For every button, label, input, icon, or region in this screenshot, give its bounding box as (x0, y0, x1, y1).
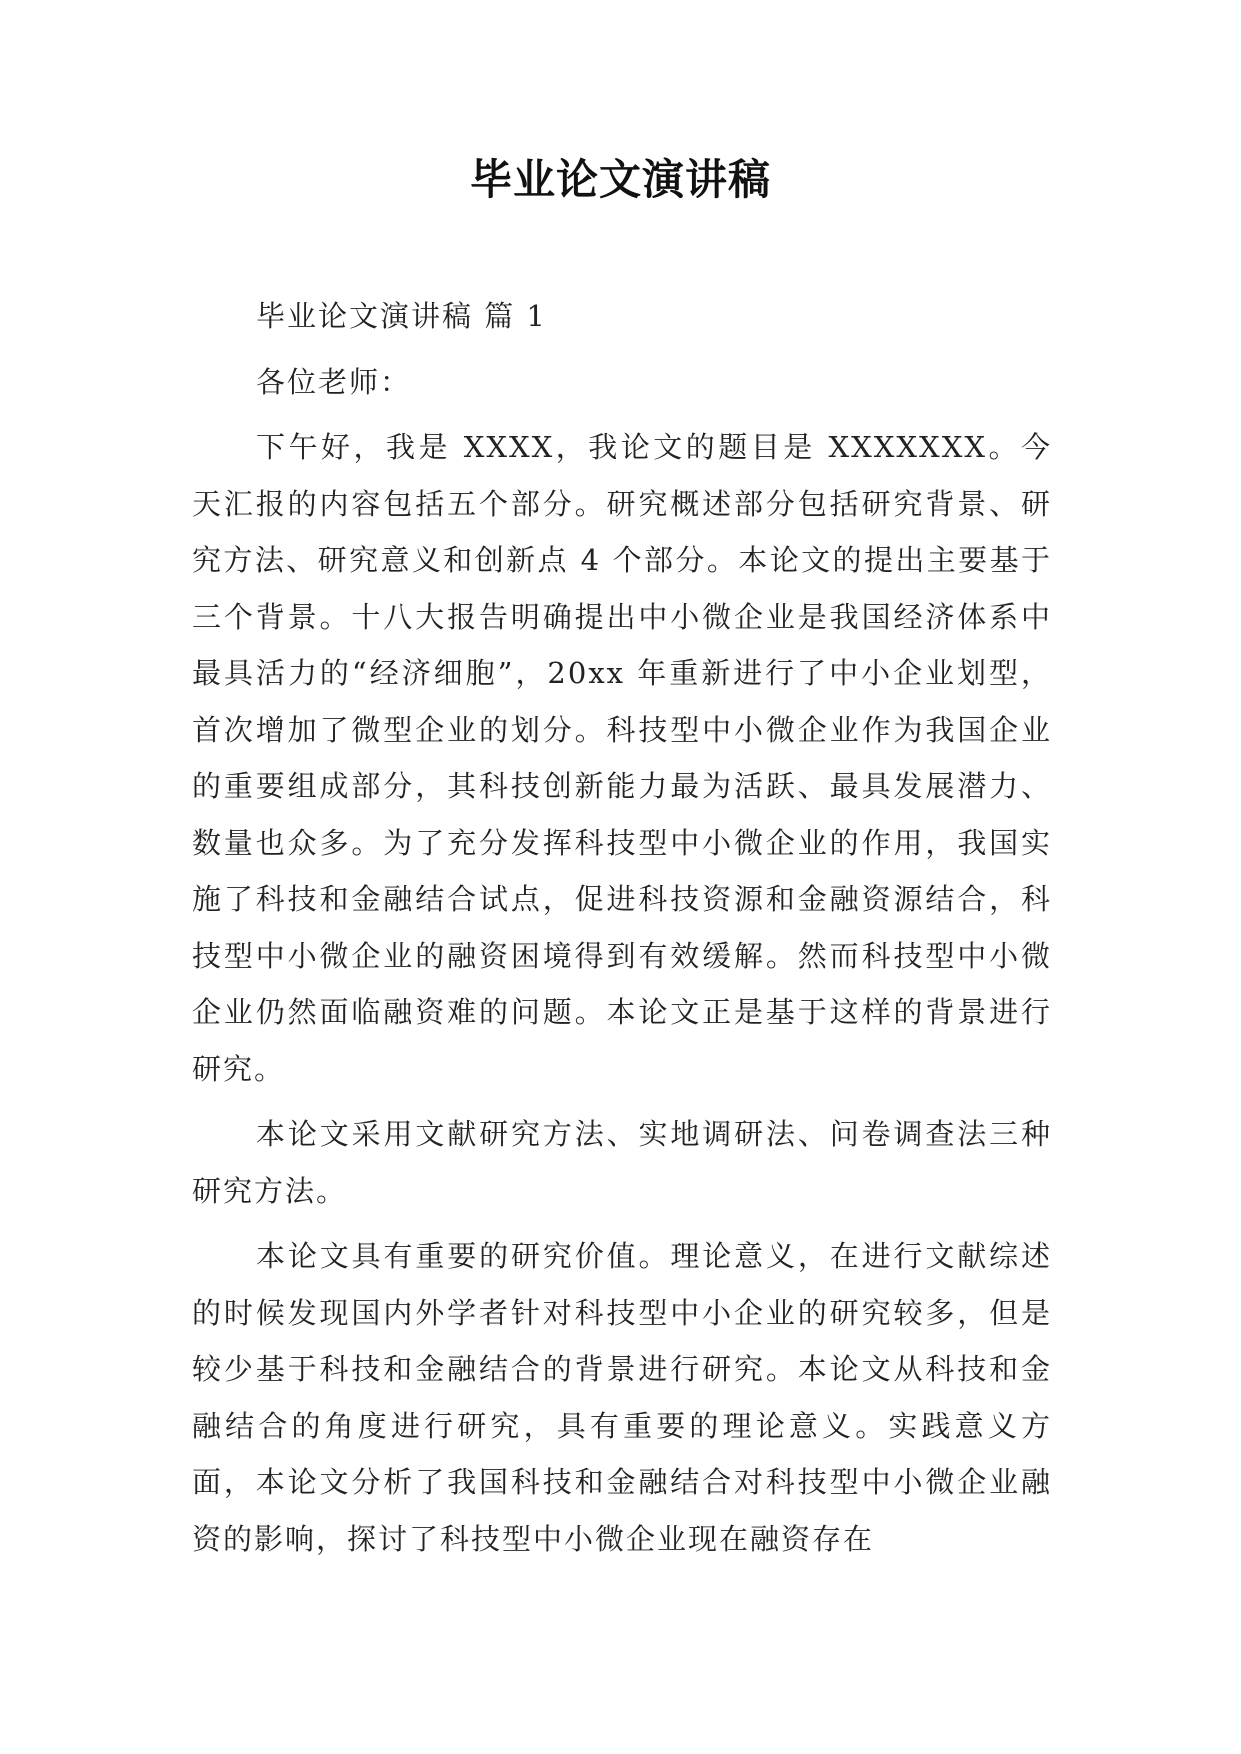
salutation: 各位老师： (256, 364, 412, 399)
body-paragraph: 下午好，我是 XXXX，我论文的题目是 XXXXXXX。今天汇报的内容包括五个部分。研究概述部分包括研究背景、研究方法、研究意义和创新点 4 个部分。本论文的提出主要基于三个背景。十八大报告明确提出中小微企业是我国经济体系中最具活力的“经济细胞”，20xx 年重新进行了中小企业划型，首次增加了微型企业的划分。科技型中小微企业作为我国企业的重要组成部分，其科技创新能力最为活跃、最具发展潜力、数量也众多。为了充分发挥科技型中小微企业的作用，我国实施了科技和金融结合试点，促进科技资源和金融资源结合，科技型中小微企业的融资困境得到有效缓解。然而科技型中小微企业仍然面临融资难的问题。本论文正是基于这样的背景进行研究。 (192, 430, 1052, 1086)
document-body (192, 288, 1052, 1576)
section-heading: 毕业论文演讲稿 篇 1 (256, 299, 547, 333)
body-paragraph: 本论文具有重要的研究价值。理论意义，在进行文献综述的时候发现国内外学者针对科技型中小企业的研究较多，但是较少基于科技和金融结合的背景进行研究。本论文从科技和金融结合的角度进行研究，具有重要的理论意义。实践意义方面，本论文分析了我国科技和金融结合对科技型中小微企业融资的影响，探讨了科技型中小微企业现在融资存在 (192, 1239, 1052, 1556)
document-title: 毕业论文演讲稿 (469, 155, 771, 204)
body-paragraph: 本论文采用文献研究方法、实地调研法、问卷调查法三种研究方法。 (192, 1117, 1052, 1208)
